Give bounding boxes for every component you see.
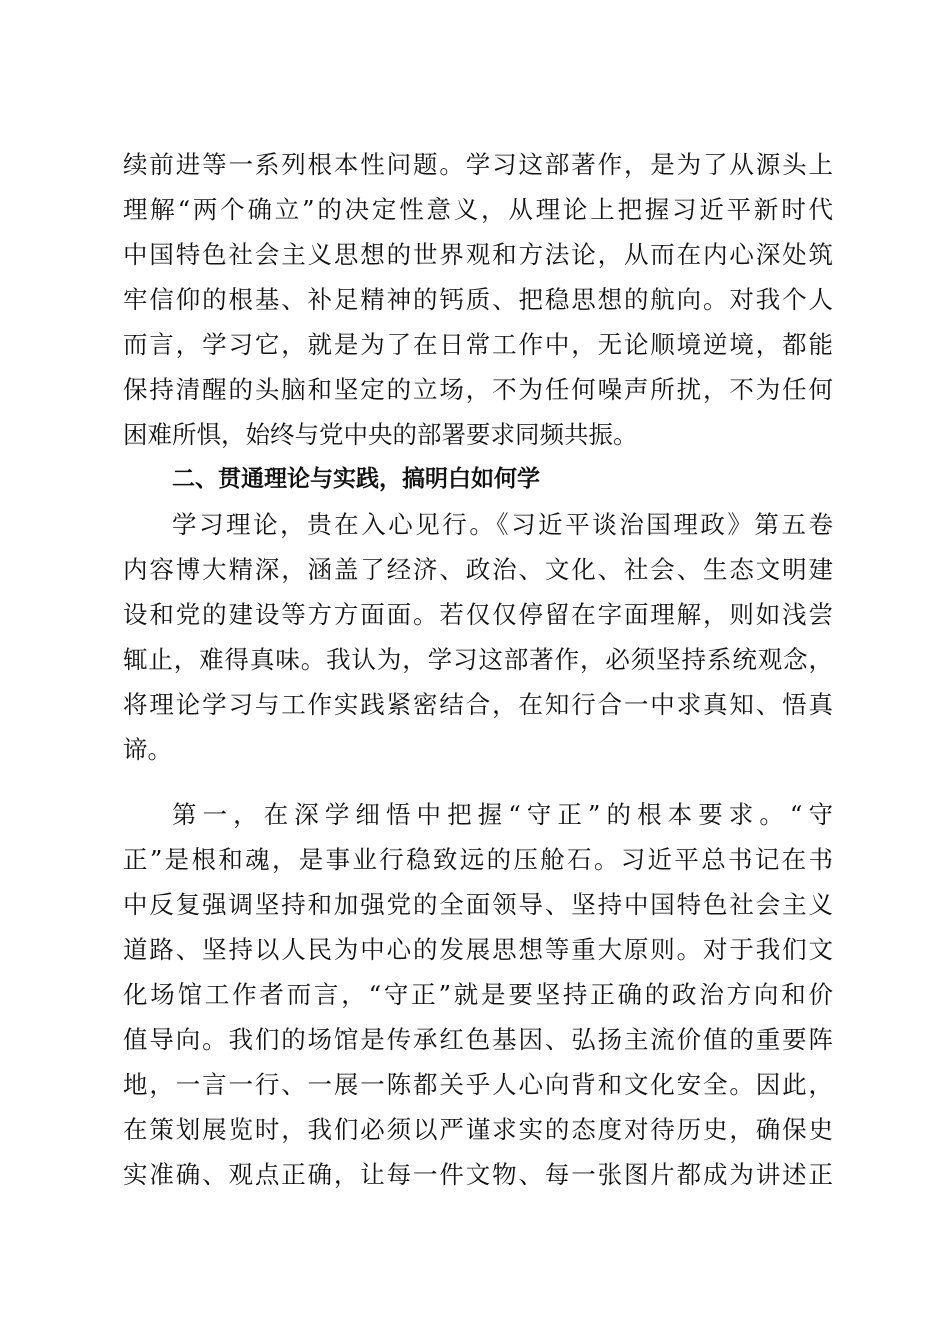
- document-body: [123, 142, 833, 1197]
- text-line: 中反复强调坚持和加强党的全面领导、坚持中国特色社会主义: [123, 890, 833, 919]
- text-line: 值导向。我们的场馆是传承红色基因、弘扬主流价值的重要阵: [123, 1025, 833, 1054]
- text-line: 辄止，难得真味。我认为，学习这部著作，必须坚持系统观念，: [123, 645, 833, 674]
- text-line: 第一，在深学细悟中把握“守正”的根本要求。“守: [172, 800, 833, 829]
- text-line: 地，一言一行、一展一陈都关乎人心向背和文化安全。因此，: [123, 1070, 833, 1099]
- text-line: 学习理论，贵在入心见行。《习近平谈治国理政》第五卷: [172, 510, 833, 539]
- section-heading: 二、贯通理论与实践，搞明白如何学: [172, 466, 540, 492]
- text-line: 正”是根和魂，是事业行稳致远的压舱石。习近平总书记在书: [123, 845, 833, 874]
- text-line: 设和党的建设等方方面面。若仅仅停留在字面理解，则如浅尝: [123, 600, 833, 629]
- text-line: 牢信仰的根基、补足精神的钙质、把稳思想的航向。对我个人: [123, 285, 833, 314]
- paragraph-first-point: [123, 792, 833, 1197]
- text-line: 谛。: [123, 735, 172, 764]
- text-line: 将理论学习与工作实践紧密结合，在知行合一中求真知、悟真: [123, 690, 833, 719]
- text-line: 中国特色社会主义思想的世界观和方法论，从而在内心深处筑: [123, 240, 833, 269]
- text-line: 续前进等一系列根本性问题。学习这部著作，是为了从源头上: [123, 150, 833, 179]
- paragraph-continuation: [123, 142, 833, 457]
- paragraph-intro: [123, 502, 833, 772]
- text-line: 道路、坚持以人民为中心的发展思想等重大原则。对于我们文: [123, 935, 833, 964]
- text-line: 化场馆工作者而言，“守正”就是要坚持正确的政治方向和价: [123, 980, 833, 1009]
- text-line: 实准确、观点正确，让每一件文物、每一张图片都成为讲述正: [123, 1160, 833, 1189]
- text-line: 内容博大精深，涵盖了经济、政治、文化、社会、生态文明建: [123, 555, 833, 584]
- text-line: 理解“两个确立”的决定性意义，从理论上把握习近平新时代: [123, 195, 833, 224]
- text-line: 而言，学习它，就是为了在日常工作中，无论顺境逆境，都能: [123, 330, 833, 359]
- paragraph-spacer: [123, 772, 833, 792]
- text-line: 在策划展览时，我们必须以严谨求实的态度对待历史，确保史: [123, 1115, 833, 1144]
- text-line: 困难所惧，始终与党中央的部署要求同频共振。: [123, 420, 638, 449]
- text-line: 保持清醒的头脑和坚定的立场，不为任何噪声所扰，不为任何: [123, 375, 833, 404]
